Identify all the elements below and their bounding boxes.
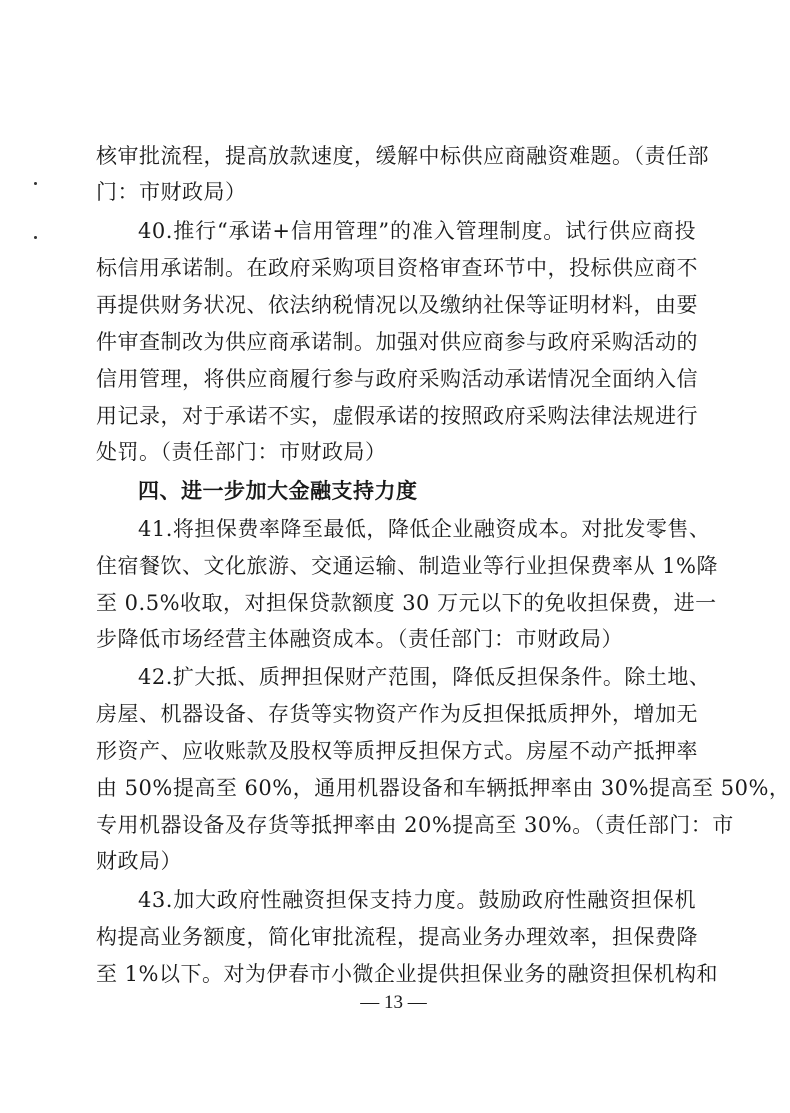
text-line: 至 1%以下。对为伊春市小微企业提供担保业务的融资担保机构和 — [96, 962, 718, 986]
text-line: 构提高业务额度，简化审批流程，提高业务办理效率，担保费降 — [96, 925, 698, 949]
paragraph-40-first-line: 40.推行“承诺+信用管理”的准入管理制度。试行供应商投 — [138, 219, 696, 243]
page-number: — 13 — — [360, 992, 427, 1013]
text-line: 专用机器设备及存货等抵押率由 20%提高至 30%。（责任部门：市 — [96, 813, 734, 837]
text-line: 核审批流程，提高放款速度，缓解中标供应商融资难题。（责任部 — [96, 144, 709, 168]
text-line: 标信用承诺制。在政府采购项目资格审查环节中，投标供应商不 — [96, 256, 698, 280]
text-line: 处罚。（责任部门：市财政局） — [96, 440, 387, 464]
text-line: 由 50%提高至 60%，通用机器设备和车辆抵押率由 30%提高至 50%， — [96, 776, 790, 800]
text-line: 件审查制改为供应商承诺制。加强对供应商参与政府采购活动的 — [96, 330, 698, 354]
text-line: 门：市财政局） — [96, 180, 247, 204]
text-line: 信用管理，将供应商履行参与政府采购活动承诺情况全面纳入信 — [96, 367, 698, 391]
text-line: 住宿餐饮、文化旅游、交通运输、制造业等行业担保费率从 1%降 — [96, 554, 718, 578]
paragraph-41-first-line: 41.将担保费率降至最低，降低企业融资成本。对批发零售、 — [138, 517, 711, 541]
text-line: 步降低市场经营主体融资成本。（责任部门：市财政局） — [96, 627, 623, 651]
paragraph-42-first-line: 42.扩大抵、质押担保财产范围，降低反担保条件。除土地、 — [138, 665, 711, 689]
text-line: 形资产、应收账款及股权等质押反担保方式。房屋不动产抵押率 — [96, 739, 698, 763]
section-heading: 四、进一步加大金融支持力度 — [138, 478, 418, 503]
text-line: 房屋、机器设备、存货等实物资产作为反担保抵质押外，增加无 — [96, 702, 698, 726]
text-line: 至 0.5%收取，对担保贷款额度 30 万元以下的免收担保费，进一 — [96, 591, 717, 615]
scan-speck — [34, 182, 37, 185]
text-line: 财政局） — [96, 849, 182, 873]
text-line: 再提供财务状况、依法纳税情况以及缴纳社保等证明材料，由要 — [96, 293, 698, 317]
paragraph-43-first-line: 43.加大政府性融资担保支持力度。鼓励政府性融资担保机 — [138, 888, 696, 912]
text-line: 用记录，对于承诺不实，虚假承诺的按照政府采购法律法规进行 — [96, 404, 698, 428]
scan-speck — [34, 236, 37, 239]
